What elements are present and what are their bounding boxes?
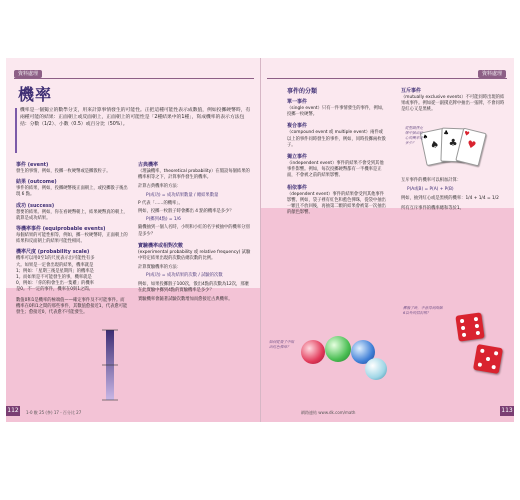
- experimental-prob: [138, 243, 252, 262]
- def-success: [16, 203, 128, 222]
- def-equiprobable: [16, 226, 128, 245]
- scale-extremes-text: 數值0和1是機率的極端值——確定事件及不可能事件。而機率在0和1之間的那些事件，其數值愈接近1，代表愈可能發生；愈接近0，代表愈不可能發生。: [16, 297, 128, 316]
- left-col-1: [16, 162, 128, 316]
- def-equiprobable-heading: 等機率事件 (equiprobable events): [16, 226, 106, 233]
- classical-prob: [138, 162, 252, 181]
- independent-event: [287, 154, 387, 180]
- right-col-a: [287, 88, 387, 216]
- card-hearts: ♥ ♥: [455, 128, 487, 167]
- intro-bar: [15, 108, 17, 153]
- p-meaning-text: P 代表「……的機率」。: [138, 200, 183, 206]
- independent-event-heading: 獨立事件: [287, 154, 308, 161]
- card-clubs: ♣ ♣: [440, 128, 465, 163]
- single-event-heading: 單一事件: [287, 99, 308, 105]
- dependent-event-heading: 相依事件: [287, 184, 308, 191]
- addition-example-text: 例如，抽到紅心或是黑桃的機率：1/4 + 1/4 = 1/2: [401, 196, 499, 202]
- book-spread: [6, 58, 514, 422]
- right-col-b-lower: [401, 178, 507, 212]
- experimental-prob-heading: 實驗機率或相對次數: [138, 242, 184, 249]
- experimental-prob-text: (experimental probability 或 relative frequency) 試驗中特定結果出現的次數佔總次數的比例。: [138, 249, 251, 262]
- name-example-text: 隨機抽到一個人名時，小明和小紅的名字被抽中的機率分別是多少？: [138, 225, 250, 237]
- def-event-heading: 事件 (event): [16, 162, 49, 168]
- experimental-formula: P(成功) = 成功結果的次數 / 試驗的次數: [146, 273, 223, 279]
- experimental-method-text: 計算實驗機率的方法：: [138, 265, 181, 271]
- right-col-b: [401, 88, 507, 114]
- dice-formula: P(擲到4點) = 1/6: [146, 217, 181, 223]
- right-section-tab: 資料處理: [478, 70, 506, 78]
- sum-rule-text: 所有互斥事件的機率總和等於1。: [401, 205, 464, 211]
- addition-rule-text: 互斥事件的機率可以相加計算：: [401, 178, 462, 183]
- left-tab-rule: [14, 78, 254, 79]
- def-scale-heading: 機率尺度 (probability scale): [16, 249, 90, 256]
- marbles-note: 如何從袋子中取出紅色彈珠？: [269, 340, 295, 349]
- dependent-event-text: （dependent event）事件的結果會受到其他事件影響。例如，袋子裡有紅色和藍色彈珠，從袋中抽出一顆且不放回後，再抽第二顆的結果會被第一次抽出的顏色影響。: [287, 191, 386, 216]
- def-success-text: 想要的結果。例如，你在看硬幣朝上，結果硬幣真的朝上，就算是成功結果。: [16, 209, 128, 221]
- mutually-exclusive: [401, 88, 507, 114]
- footer-left: 1-0 數 25 (參) 17 - 百分比 27: [26, 410, 82, 415]
- def-success-heading: 成功 (success): [16, 202, 55, 209]
- single-event: [287, 99, 387, 118]
- compound-event-text: （compound event 或 multiple event）兩件或以上的事件同時發生的事件，例如，同時投擲兩枚骰子。: [287, 130, 386, 148]
- def-equiprobable-text: 每個結果的可能性相等，例如，擲一枚硬幣時，正面朝上的結果和反面朝上的結果可能性相同。: [16, 233, 128, 245]
- def-event: [16, 162, 128, 175]
- compound-event-heading: 複合事件: [287, 123, 308, 130]
- event-classes-heading: 事件的分類: [287, 88, 318, 95]
- dice-note: 擲骰子時，不會得到兩個6以外的情況嗎？: [403, 306, 443, 315]
- dice-example-text: 例如，投擲一枚骰子時會擲出 4 點的機率是多少？: [138, 209, 234, 215]
- cards-note: 從整副撲克牌中抽出紅心的機率是多少？: [405, 126, 423, 145]
- def-outcome-text: 事件的結果，例如，投擲硬幣後正面朝上，或投擲骰子後出現 6 點。: [16, 186, 128, 198]
- page-number-left: 112: [7, 407, 19, 414]
- single-event-text: （single event）只有一件事情發生的事件，例如，投擲一枚硬幣。: [287, 106, 387, 118]
- left-section-tab: 資料處理: [14, 70, 42, 78]
- def-scale: [16, 249, 96, 293]
- mutually-exclusive-text: （mutually exclusive events）不可能同時出現的結果或事件。例如從一副撲克牌中抽出一張牌，不會同時是紅心又是黑桃。: [401, 95, 505, 113]
- addition-formula: P(A或B) = P(A) + P(B): [407, 187, 454, 193]
- classical-prob-heading: 古典機率: [138, 162, 159, 168]
- right-tab-rule: [267, 78, 507, 79]
- def-outcome: [16, 179, 128, 198]
- dependent-event: [287, 185, 387, 217]
- card-spades: ♠ ♠: [420, 128, 451, 166]
- classical-prob-text: （理論機率，theoretical probability）在假設每個結果的機率相等之下，計算事件發生的機率。: [138, 169, 250, 181]
- footer-right: 網路連結 www.dk.com/math: [301, 410, 356, 415]
- red-marble: [301, 340, 325, 364]
- probability-scale-graphic: [98, 328, 130, 404]
- right-page: [261, 58, 514, 422]
- page-number-right: 113: [501, 407, 513, 414]
- green-marble: [325, 336, 351, 362]
- mutually-exclusive-heading: 互斥事件: [401, 88, 422, 94]
- experiment-note-text: 實驗機率會隨著試驗次數增加而愈接近古典機率。: [138, 297, 233, 303]
- left-col-2: [138, 162, 252, 303]
- classical-formula: P(成功) = 成功結果數量 / 總結果數量: [146, 192, 219, 198]
- red-die-1: [455, 312, 484, 341]
- def-scale-text: 機率可以用0至1的尺度表示出可能性有多大。如果是一定會出現的結果，機率就是1；例如：「星期三後是星期四」的機率是1。而如果是不可能發生的事，機率就是0，例如：「你的狗會生出一隻雞」的機率是0。不一定的事件，機率在0與1之間。: [16, 256, 95, 293]
- experiment-example-text: 例如，如果投擲骰子100次，骰出4點的次數為12次，那麼在此實驗中擲到4點的實驗機率是多少？: [138, 281, 249, 293]
- def-event-text: 發生的事情，例如，投擲一枚硬幣或是擲骰粒子。: [16, 169, 111, 174]
- classical-method-text: 計算古典機率的方法：: [138, 184, 181, 190]
- white-marble: [365, 358, 387, 380]
- red-die-2: [473, 344, 503, 374]
- left-page: [6, 58, 261, 422]
- def-outcome-heading: 結果 (outcome): [16, 179, 57, 186]
- intro-paragraph: 機率是一個獨立的數學分支，用來計算事情發生的可能性。正把這種可能性表示成數值，例如投擲硬幣時，有兩種可能的結果：正面朝上或反面朝上，正面朝上的可能性是「2種結果中的1種」，寫成機率的表示方法包括：分數（1/2）、小數（0.5）或百分比（50%）。: [20, 108, 251, 127]
- independent-event-text: （independent event）事件的結果不會受到其他事件影響。例如，每次投擲硬幣都有一半機率是正面，不會被之前的結果影響。: [287, 161, 384, 179]
- compound-event: [287, 123, 387, 149]
- page-title: 機率: [18, 85, 53, 104]
